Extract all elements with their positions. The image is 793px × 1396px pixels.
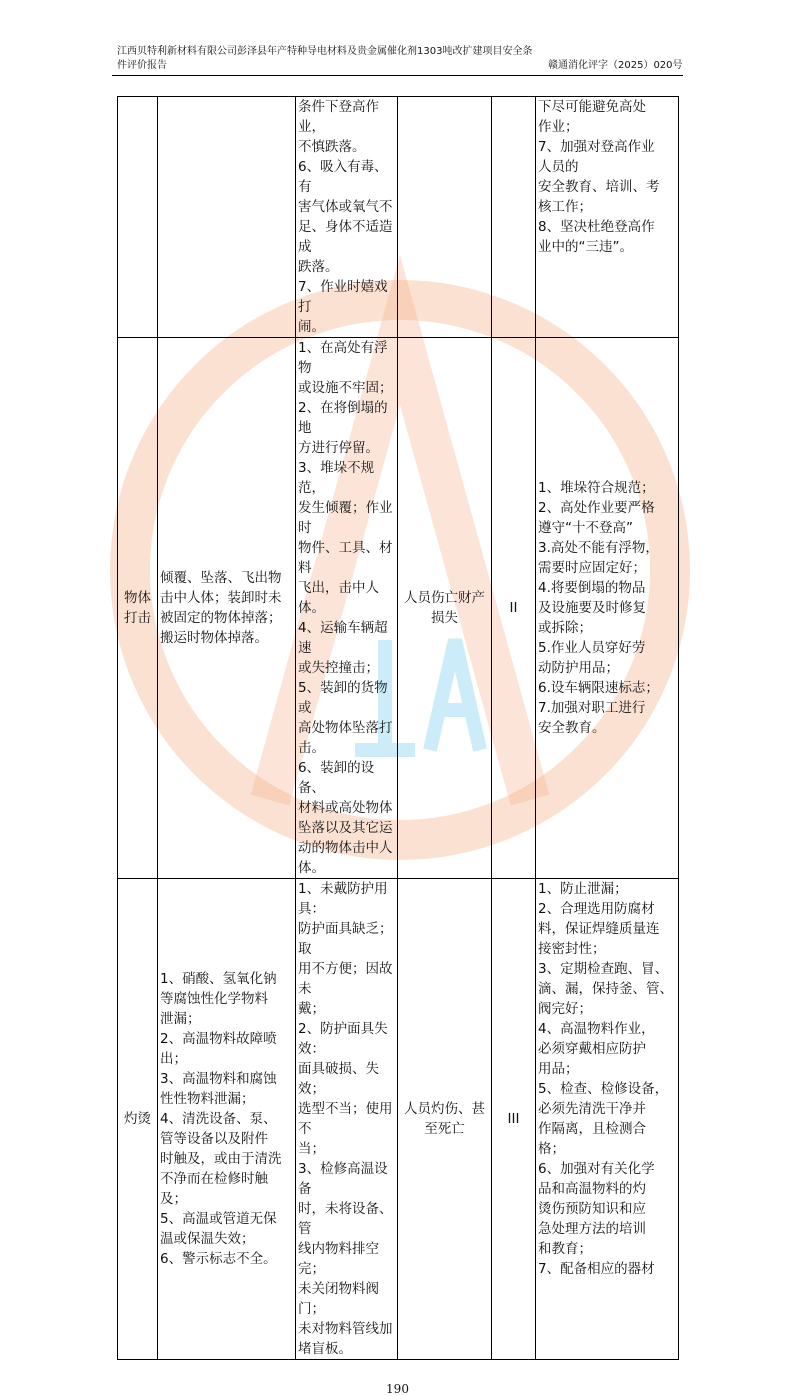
- page-header: [117, 40, 683, 73]
- factors-cell-line: 或失控撞击；: [298, 660, 379, 676]
- table-row: [118, 97, 679, 338]
- cause-cell-line: 3、高温物料和腐蚀: [160, 1071, 277, 1087]
- factors-cell-line: 1、未戴防护用具：: [298, 881, 388, 917]
- measures-cell-line: 必须先清洗干净并: [538, 1101, 646, 1117]
- measures-cell-line: 遵守“十不登高”: [538, 520, 633, 536]
- factors-cell-line: 坠落以及其它运: [298, 820, 393, 836]
- factors-cell-line: 1、在高处有浮物: [298, 340, 388, 376]
- factors-cell-line: 当；: [298, 1141, 325, 1157]
- factors-cell-line: 未关闭物料阀门；: [298, 1281, 379, 1317]
- factors-cell-line: 3、检修高温设备: [298, 1161, 388, 1197]
- measures-cell-line: 核工作；: [538, 199, 592, 215]
- cause-cell-line: 2、高温物料故障喷: [160, 1031, 277, 1047]
- level-cell: [492, 97, 536, 338]
- factors-cell-line: 方进行停留。: [298, 440, 379, 456]
- factors-cell-line: 材料或高处物体: [298, 800, 393, 816]
- factors-cell-line: 体。: [298, 860, 325, 876]
- page-body: [117, 96, 678, 1396]
- factors-cell: [296, 338, 398, 879]
- measures-cell-line: 1、堆垛符合规范；: [538, 480, 655, 496]
- factors-cell-line: 2、防护面具失效：: [298, 1021, 388, 1057]
- factors-cell-line: 击。: [298, 740, 325, 756]
- factors-cell-line: 7、作业时嬉戏打: [298, 279, 388, 315]
- factors-cell: [296, 97, 398, 338]
- measures-cell-line: 安全教育。: [538, 720, 606, 736]
- measures-cell-line: 1、防止泄漏；: [538, 881, 628, 897]
- consequence-cell: 人员伤亡财产损失: [398, 338, 492, 879]
- factors-cell-line: 发生倾覆；作业时: [298, 500, 393, 536]
- cause-cell-line: 1、硝酸、氢氧化钠: [160, 971, 277, 987]
- cause-cell-line: 被固定的物体掉落；: [160, 610, 282, 626]
- measures-cell-line: 烫伤预防知识和应: [538, 1201, 646, 1217]
- measures-cell-line: 需要时应固定好；: [538, 560, 646, 576]
- measures-cell-line: 4、高温物料作业，: [538, 1021, 655, 1037]
- measures-cell-line: 滴、漏，保持釜、管、: [538, 981, 673, 997]
- measures-cell-line: 6、加强对有关化学: [538, 1161, 655, 1177]
- factors-cell-line: 未对物料管线加: [298, 1321, 393, 1337]
- cause-cell-line: 不净而在检修时触: [160, 1171, 268, 1187]
- factors-cell-line: 3、堆垛不规范，: [298, 460, 375, 496]
- measures-cell: [536, 338, 679, 879]
- cause-cell-line: 出；: [160, 1051, 187, 1067]
- cause-cell-line: 温或保温失效；: [160, 1231, 255, 1247]
- measures-cell-line: 2、合理选用防腐材: [538, 901, 655, 917]
- measures-cell-line: 用品；: [538, 1061, 579, 1077]
- factors-cell-line: 选型不当；使用不: [298, 1101, 393, 1137]
- measures-cell-line: 必须穿戴相应防护: [538, 1041, 646, 1057]
- hazard-cell: [118, 97, 158, 338]
- measures-cell-line: 5、检查、检修设备，: [538, 1081, 669, 1097]
- measures-cell-line: 下尽可能避免高处: [538, 99, 646, 115]
- hazard-cell: 灼烫: [118, 879, 158, 1360]
- factors-cell-line: 6、装卸的设备、: [298, 760, 375, 796]
- table-row: [118, 879, 679, 1360]
- factors-cell-line: 高处物体坠落打: [298, 720, 393, 736]
- factors-cell-line: 面具破损、失效；: [298, 1061, 379, 1097]
- cause-cell: [158, 879, 296, 1360]
- measures-cell-line: 品和高温物料的灼: [538, 1181, 646, 1197]
- table-row: [118, 338, 679, 879]
- measures-cell-line: 及设施要及时修复: [538, 600, 646, 616]
- measures-cell-line: 6.设车辆限速标志；: [538, 680, 659, 696]
- measures-cell-line: 人员的: [538, 159, 579, 175]
- measures-cell: [536, 879, 679, 1360]
- page-number: 190: [386, 1382, 409, 1396]
- measures-cell-line: 3、定期检查跑、冒、: [538, 961, 669, 977]
- measures-cell-line: 安全教育、培训、考: [538, 179, 660, 195]
- cause-cell-line: 性性物料泄漏；: [160, 1091, 255, 1107]
- factors-cell-line: 不慎跌落。: [298, 139, 366, 155]
- cause-cell-line: 等腐蚀性化学物料: [160, 991, 268, 1007]
- factors-cell-line: 害气体或氧气不: [298, 199, 393, 215]
- factors-cell-line: 闹。: [298, 319, 325, 335]
- header-divider: [112, 75, 683, 76]
- measures-cell-line: 5.作业人员穿好劳: [538, 640, 646, 656]
- measures-cell: [536, 97, 679, 338]
- factors-cell-line: 足、身体不适造成: [298, 219, 393, 255]
- cause-cell: [158, 97, 296, 338]
- factors-cell-line: 条件下登高作业，: [298, 99, 379, 135]
- measures-cell-line: 接密封性；: [538, 941, 606, 957]
- measures-cell-line: 2、高处作业要严格: [538, 500, 655, 516]
- measures-cell-line: 作隔离，且检测合: [538, 1121, 646, 1137]
- factors-cell-line: 或设施不牢固；: [298, 380, 393, 396]
- measures-cell-line: 或拆除；: [538, 620, 592, 636]
- measures-cell-line: 7.加强对职工进行: [538, 700, 646, 716]
- measures-cell-line: 格；: [538, 1141, 565, 1157]
- measures-cell-line: 作业；: [538, 119, 579, 135]
- factors-cell-line: 动的物体击中人: [298, 840, 393, 856]
- cause-cell-line: 管等设备以及附件: [160, 1131, 268, 1147]
- measures-cell-line: 业中的“三违”。: [538, 239, 633, 255]
- consequence-cell: [398, 97, 492, 338]
- consequence-cell: 人员灼伤、甚至死亡: [398, 879, 492, 1360]
- cause-cell-line: 4、清洗设备、泵、: [160, 1111, 277, 1127]
- cause-cell-line: 击中人体；装卸时未: [160, 590, 282, 606]
- factors-cell-line: 线内物料排空完；: [298, 1241, 379, 1277]
- measures-cell-line: 3.高处不能有浮物，: [538, 540, 659, 556]
- header-title: 江西贝特利新材料有限公司彭泽县年产特种导电材料及贵金属催化剂1303吨改扩建项目安全条件评价报告: [117, 46, 533, 71]
- factors-cell-line: 跌落。: [298, 259, 339, 275]
- measures-cell-line: 7、配备相应的器材: [538, 1261, 655, 1277]
- factors-cell-line: 戴；: [298, 1001, 325, 1017]
- hazard-table: [117, 96, 679, 1360]
- level-cell: II: [492, 338, 536, 879]
- measures-cell-line: 8、坚决杜绝登高作: [538, 219, 655, 235]
- cause-cell-line: 时触及，或由于清洗: [160, 1151, 282, 1167]
- factors-cell-line: 5、装卸的货物或: [298, 680, 388, 716]
- cause-cell-line: 倾覆、坠落、飞出物: [160, 570, 282, 586]
- measures-cell-line: 和教育；: [538, 1241, 592, 1257]
- cause-cell-line: 搬运时物体掉落。: [160, 630, 268, 646]
- measures-cell-line: 料，保证焊缝质量连: [538, 921, 660, 937]
- measures-cell-line: 阀完好；: [538, 1001, 592, 1017]
- factors-cell: [296, 879, 398, 1360]
- factors-cell-line: 飞出，击中人体。: [298, 580, 379, 616]
- factors-cell-line: 6、吸入有毒、有: [298, 159, 388, 195]
- header-doc-number: 赣通消化评字（2025）020号: [548, 60, 683, 71]
- measures-cell-line: 7、加强对登高作业: [538, 139, 655, 155]
- factors-cell-line: 物件、工具、材料: [298, 540, 393, 576]
- measures-cell-line: 急处理方法的培训: [538, 1221, 646, 1237]
- hazard-cell: 物体打击: [118, 338, 158, 879]
- factors-cell-line: 4、运输车辆超速: [298, 620, 388, 656]
- factors-cell-line: 2、在将倒塌的地: [298, 400, 388, 436]
- cause-cell-line: 6、警示标志不全。: [160, 1251, 277, 1267]
- measures-cell-line: 4.将要倒塌的物品: [538, 580, 646, 596]
- cause-cell-line: 泄漏；: [160, 1011, 201, 1027]
- cause-cell-line: 及；: [160, 1191, 187, 1207]
- factors-cell-line: 用不方便；因故未: [298, 961, 393, 997]
- factors-cell-line: 堵盲板。: [298, 1341, 352, 1357]
- factors-cell-line: 时，未将设备、管: [298, 1201, 393, 1237]
- level-cell: III: [492, 879, 536, 1360]
- measures-cell-line: 动防护用品；: [538, 660, 619, 676]
- cause-cell: [158, 338, 296, 879]
- factors-cell-line: 防护面具缺乏；取: [298, 921, 393, 957]
- cause-cell-line: 5、高温或管道无保: [160, 1211, 277, 1227]
